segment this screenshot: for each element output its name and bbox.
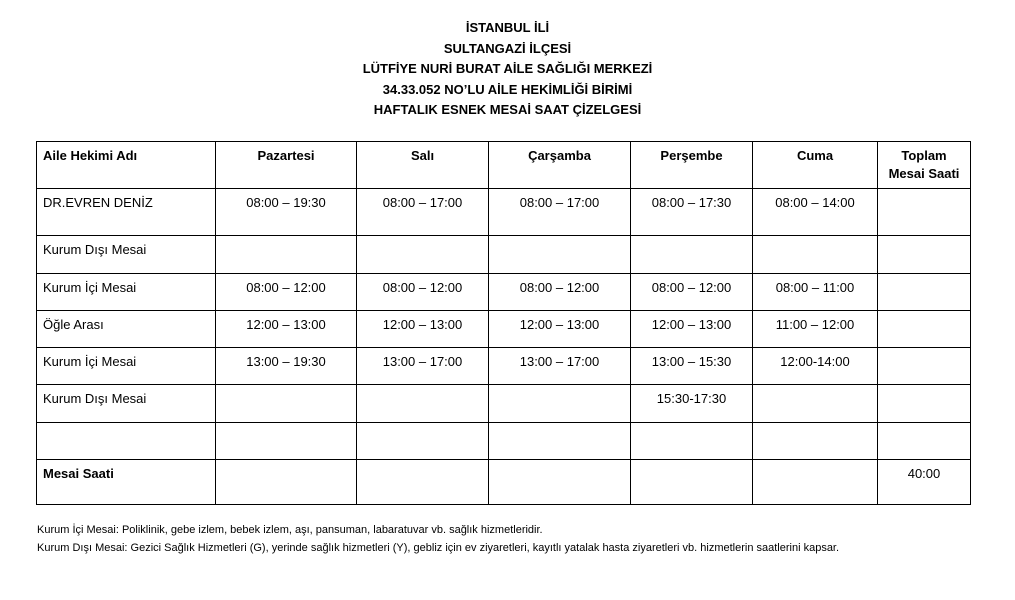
- table-cell: 11:00 – 12:00: [753, 311, 878, 348]
- table-cell: [753, 460, 878, 505]
- table-cell: [631, 460, 753, 505]
- table-row: [37, 236, 971, 274]
- center-title: LÜTFİYE NURİ BURAT AİLE SAĞLIĞI MERKEZİ: [362, 61, 653, 76]
- table-cell: 13:00 – 17:00: [357, 348, 489, 385]
- table-cell: 08:00 – 12:00: [357, 274, 489, 311]
- table-cell: [753, 423, 878, 460]
- table-cell: [489, 423, 631, 460]
- table-cell: [878, 423, 971, 460]
- table-cell: 08:00 – 12:00: [489, 274, 631, 311]
- table-cell: 08:00 – 12:00: [216, 274, 357, 311]
- table-cell: 13:00 – 15:30: [631, 348, 753, 385]
- table-cell: 15:30-17:30: [631, 385, 753, 423]
- table-cell: [216, 460, 357, 505]
- row-label: Kurum Dışı Mesai: [37, 385, 216, 423]
- table-cell: [357, 423, 489, 460]
- table-cell: [216, 423, 357, 460]
- table-cell: [878, 274, 971, 311]
- table-cell: [357, 460, 489, 505]
- table-cell: [357, 385, 489, 423]
- table-cell: 12:00 – 13:00: [631, 311, 753, 348]
- row-label: DR.EVREN DENİZ: [37, 189, 216, 236]
- table-row: [37, 274, 971, 311]
- table-cell: 13:00 – 17:00: [489, 348, 631, 385]
- table-cell: 08:00 – 12:00: [631, 274, 753, 311]
- document-header: [0, 18, 1015, 121]
- footnotes: [37, 522, 839, 557]
- table-row: [37, 385, 971, 423]
- table-cell: 08:00 – 19:30: [216, 189, 357, 236]
- table-cell: 13:00 – 19:30: [216, 348, 357, 385]
- table-row: [37, 189, 971, 236]
- table-row: [37, 348, 971, 385]
- table-cell: [878, 348, 971, 385]
- footnote-external-hours: Kurum Dışı Mesai: Gezici Sağlık Hizmetleri (G), yerinde sağlık hizmetleri (Y), gebliz için ev ziyaretleri, kayıtlı yatalak hasta ziyaretleri vb. hizmetlerin saatlerini kapsar.: [37, 541, 840, 554]
- table-cell: 08:00 – 17:00: [489, 189, 631, 236]
- column-header-tuesday: Salı: [357, 142, 489, 189]
- table-cell: 08:00 – 17:30: [631, 189, 753, 236]
- table-cell: [631, 423, 753, 460]
- table-cell: [489, 460, 631, 505]
- table-cell: 12:00-14:00: [753, 348, 878, 385]
- table-cell: [216, 385, 357, 423]
- total-row: [37, 460, 971, 505]
- column-header-wednesday: Çarşamba: [489, 142, 631, 189]
- table-row: [37, 423, 971, 460]
- column-header-total-hours: Toplam Mesai Saati: [878, 142, 971, 189]
- row-label: Öğle Arası: [37, 311, 216, 348]
- table-cell: 12:00 – 13:00: [216, 311, 357, 348]
- column-header-monday: Pazartesi: [216, 142, 357, 189]
- column-header-thursday: Perşembe: [631, 142, 753, 189]
- total-hours-value: 40:00: [878, 460, 971, 505]
- row-label-total: Mesai Saati: [37, 460, 216, 505]
- schedule-title: HAFTALIK ESNEK MESAİ SAAT ÇİZELGESİ: [373, 102, 642, 117]
- row-label: Kurum Dışı Mesai: [37, 236, 216, 274]
- table-cell: [753, 385, 878, 423]
- row-label: [37, 423, 216, 460]
- province-title: İSTANBUL İLİ: [465, 20, 550, 35]
- table-cell: [878, 385, 971, 423]
- table-cell: [631, 236, 753, 274]
- schedule-table: [36, 141, 971, 505]
- footnote-internal-hours: Kurum İçi Mesai: Poliklinik, gebe izlem, bebek izlem, aşı, pansuman, labaratuvar vb. sağlık hizmetleridir.: [37, 524, 543, 536]
- table-cell: [216, 236, 357, 274]
- unit-title: 34.33.052 NO’LU AİLE HEKİMLİĞİ BİRİMİ: [382, 81, 633, 97]
- header-row: [37, 142, 971, 189]
- table-cell: 08:00 – 14:00: [753, 189, 878, 236]
- table-cell: 08:00 – 17:00: [357, 189, 489, 236]
- district-title: SULTANGAZİ İLÇESİ: [443, 40, 572, 56]
- row-label: Kurum İçi Mesai: [37, 348, 216, 385]
- table-cell: 12:00 – 13:00: [357, 311, 489, 348]
- table-cell: [878, 311, 971, 348]
- table-row: [37, 311, 971, 348]
- row-label: Kurum İçi Mesai: [37, 274, 216, 311]
- table-cell: 12:00 – 13:00: [489, 311, 631, 348]
- column-header-physician: Aile Hekimi Adı: [37, 142, 216, 189]
- table-cell: 08:00 – 11:00: [753, 274, 878, 311]
- table-cell: [878, 236, 971, 274]
- table-cell: [357, 236, 489, 274]
- table-cell: [489, 236, 631, 274]
- table-cell: [878, 189, 971, 236]
- table-cell: [753, 236, 878, 274]
- table-cell: [489, 385, 631, 423]
- column-header-friday: Cuma: [753, 142, 878, 189]
